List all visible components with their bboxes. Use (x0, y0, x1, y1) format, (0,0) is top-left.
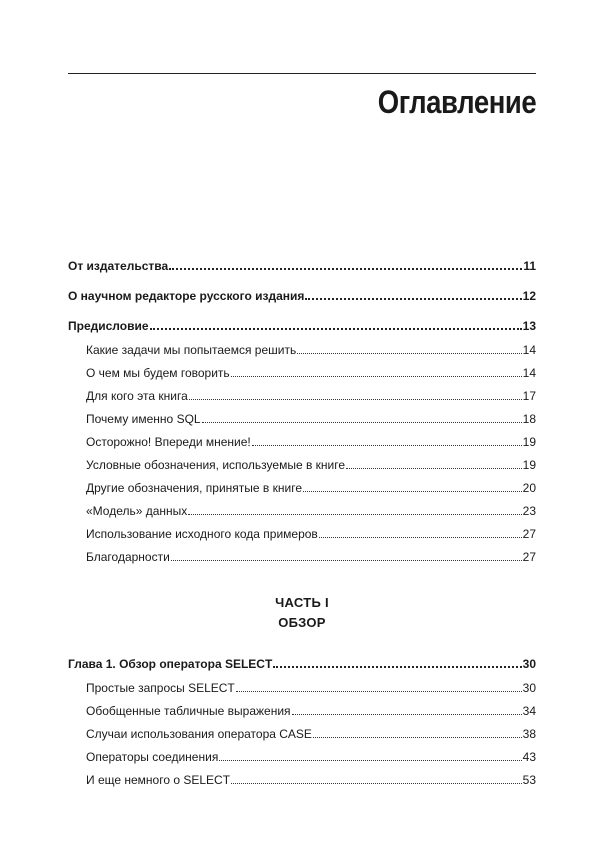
toc-entry-label: Почему именно SQL (86, 412, 201, 426)
toc-entry-page: 12 (522, 289, 536, 303)
toc-entry-data-model[interactable] (86, 503, 536, 519)
toc-entry-joins[interactable] (86, 749, 536, 765)
toc-entry-label: Какие задачи мы попытаемся решить (86, 343, 297, 357)
toc-entry-label: О научном редакторе русского издания (68, 289, 305, 303)
toc-entry-case[interactable] (86, 726, 536, 742)
toc-entry-label: Условные обозначения, используемые в книге (86, 458, 346, 472)
toc-entry-page: 27 (522, 550, 536, 564)
dot-leader (231, 783, 522, 784)
toc-entry-label: Случаи использования оператора CASE (86, 727, 312, 741)
page-title: Оглавление (377, 84, 536, 120)
toc-entry-label: Благодарности (86, 550, 170, 564)
toc-entry-page: 23 (522, 504, 536, 518)
toc-entry-topics[interactable] (86, 365, 536, 381)
part-title: ОБЗОР (278, 615, 326, 630)
dot-leader (305, 298, 521, 300)
toc-entry-page: 11 (523, 259, 536, 273)
toc-entry-label: Для кого эта книга (86, 389, 188, 403)
toc-entry-conventions[interactable] (86, 457, 536, 473)
toc-entry-label: Другие обозначения, принятые в книге (86, 481, 303, 495)
dot-leader (171, 560, 522, 561)
toc-entry-label: О чем мы будем говорить (86, 366, 230, 380)
toc-entry-label: От издательства (68, 259, 169, 273)
top-rule (68, 73, 536, 74)
dot-leader (297, 353, 521, 354)
toc-entry-goals[interactable] (86, 342, 536, 358)
dot-leader (346, 468, 522, 469)
dot-leader (150, 328, 522, 330)
toc-entry-more-select[interactable] (86, 772, 536, 788)
part-number: ЧАСТЬ I (275, 595, 329, 610)
toc-entry-label: И еще немного о SELECT (86, 773, 231, 787)
dot-leader (189, 399, 522, 400)
toc-entry-page: 30 (522, 681, 536, 695)
toc-entry-page: 19 (522, 458, 536, 472)
toc-entry-chapter-1[interactable] (68, 656, 536, 672)
toc-entry-label: «Модель» данных (86, 504, 188, 518)
toc-entry-label: Предисловие (68, 319, 149, 333)
toc-entry-page: 18 (522, 412, 536, 426)
dot-leader (252, 445, 522, 446)
dot-leader (202, 422, 522, 423)
toc-entry-label: Обобщенные табличные выражения (86, 704, 291, 718)
dot-leader (169, 268, 522, 270)
toc-entry-simple-select[interactable] (86, 680, 536, 696)
toc-entry-label: Использование исходного кода примеров (86, 527, 318, 541)
toc-entry-label: Операторы соединения (86, 750, 219, 764)
dot-leader (303, 491, 522, 492)
toc-entry-page: 14 (522, 343, 536, 357)
toc-entry-publisher[interactable] (68, 258, 536, 274)
toc-entry-page: 20 (522, 481, 536, 495)
dot-leader (231, 376, 522, 377)
toc-entry-page: 38 (522, 727, 536, 741)
toc-entry-why-sql[interactable] (86, 411, 536, 427)
toc-entry-other-notations[interactable] (86, 480, 536, 496)
dot-leader (319, 537, 522, 538)
toc-entry-scientific-editor[interactable] (68, 288, 536, 304)
toc-entry-page: 14 (522, 366, 536, 380)
toc-entry-label: Осторожно! Впереди мнение! (86, 435, 251, 449)
toc-entry-preface[interactable] (68, 318, 536, 334)
dot-leader (313, 737, 522, 738)
toc-entry-page: 34 (522, 704, 536, 718)
dot-leader (292, 714, 522, 715)
toc-entry-source-code[interactable] (86, 526, 536, 542)
toc-entry-page: 19 (522, 435, 536, 449)
dot-leader (188, 514, 521, 515)
toc-entry-page: 43 (522, 750, 536, 764)
toc-entry-page: 53 (522, 773, 536, 787)
dot-leader (219, 760, 521, 761)
toc-entry-page: 13 (522, 319, 536, 333)
toc-entry-page: 27 (522, 527, 536, 541)
toc-entry-opinion[interactable] (86, 434, 536, 450)
toc-entry-page: 17 (522, 389, 536, 403)
toc-entry-acknowledgements[interactable] (86, 549, 536, 565)
dot-leader (273, 666, 521, 668)
toc-entry-label: Глава 1. Обзор оператора SELECT (68, 657, 273, 671)
toc-entry-audience[interactable] (86, 388, 536, 404)
toc-entry-page: 30 (522, 657, 536, 671)
toc-entry-label: Простые запросы SELECT (86, 681, 235, 695)
toc-entry-cte[interactable] (86, 703, 536, 719)
dot-leader (236, 691, 522, 692)
